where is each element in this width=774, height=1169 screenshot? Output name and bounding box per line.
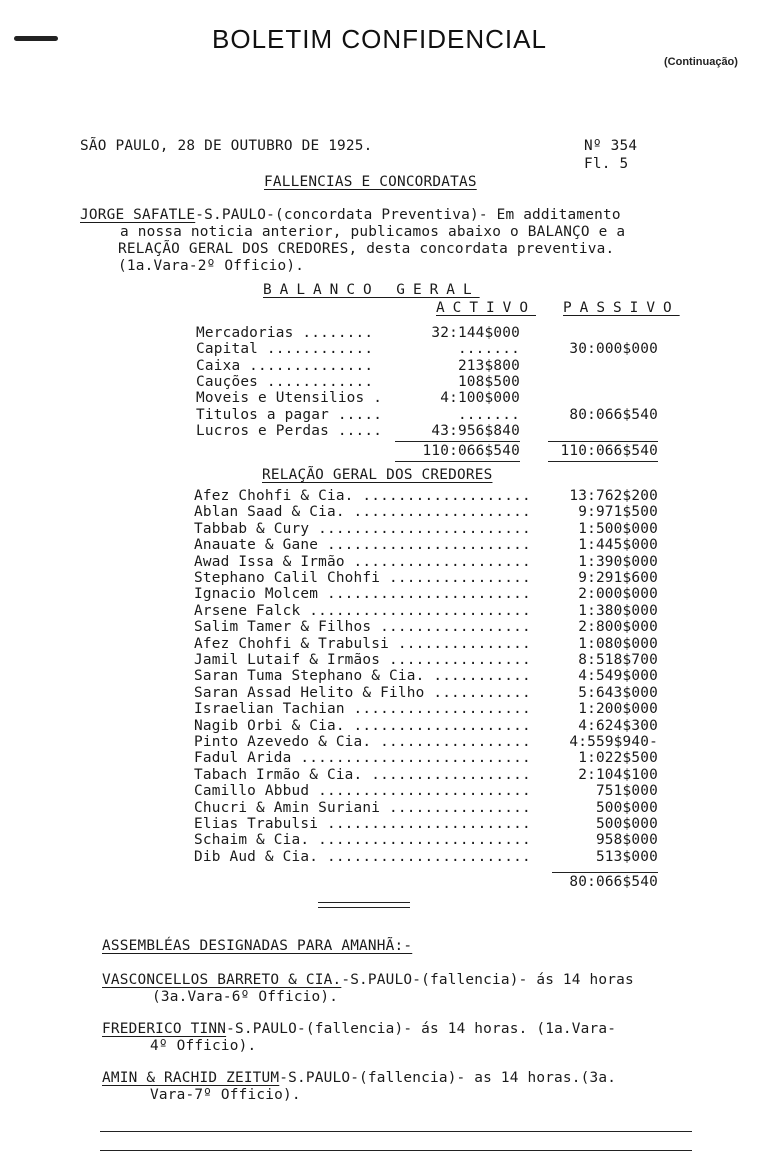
creditor-row (194, 603, 664, 620)
balance-row-passivo: 30:000$000 (569, 341, 658, 358)
balance-row-activo: 108$500 (457, 373, 520, 390)
passivo-total-rule (548, 461, 658, 462)
creditor-row (194, 750, 664, 767)
activo-header: ACTIVO (436, 300, 536, 316)
creditor-name: Elias Trabulsi ....................... (194, 816, 531, 832)
creditor-name: Arsene Falck ......................... (194, 602, 531, 619)
creditor-amount: 958$000 (595, 832, 658, 849)
creditor-amount: 1:500$000 (578, 520, 658, 537)
creditor-name: Saran Tuma Stephano & Cia. ........... (194, 668, 531, 685)
balance-row-activo: 4:100$000 (440, 390, 520, 407)
creditor-row (194, 701, 664, 718)
creditor-name: Israelian Tachian .................... (194, 701, 531, 718)
creditor-name: Jamil Lutaif & Irmãos ................ (194, 652, 531, 668)
creditor-row (194, 652, 664, 669)
creditor-amount: 2:104$100 (578, 766, 658, 783)
assembly-2-subject: FREDERICO TINN (102, 1021, 227, 1037)
section-divider-bottom (318, 907, 410, 908)
notice-subject: JORGE SAFATLE (80, 207, 196, 223)
assembly-3-text: -S.PAULO-(fallencia)- as 14 horas.(3a. (279, 1070, 617, 1086)
total-activo: 110:066$540 (422, 443, 520, 459)
creditor-name: Schaim & Cia. ........................ (194, 832, 531, 849)
creditor-amount: 1:390$000 (578, 553, 658, 570)
creditor-row (194, 849, 664, 866)
creditors-title: RELAÇÃO GERAL DOS CREDORES (262, 467, 493, 483)
creditor-name: Saran Assad Helito & Filho ........... (194, 684, 531, 701)
balance-row (196, 341, 666, 358)
creditor-row (194, 685, 664, 702)
creditor-row (194, 734, 664, 751)
creditor-row (194, 668, 664, 685)
assembly-3-line-2: Vara-7º Officio). (150, 1087, 301, 1103)
creditor-row (194, 783, 664, 800)
balance-row-activo: 32:144$000 (431, 325, 520, 341)
creditor-amount: 2:800$000 (578, 619, 658, 636)
creditor-row (194, 537, 664, 554)
assembly-1-subject: VASCONCELLOS BARRETO & CIA. (102, 972, 342, 988)
creditor-amount: 9:971$500 (578, 504, 658, 521)
creditors-total: 80:066$540 (569, 874, 658, 890)
creditor-amount: 751$000 (595, 783, 658, 800)
section-divider-top (318, 902, 410, 903)
assembly-3-subject: AMIN & RACHID ZEITUM (102, 1070, 280, 1086)
assembly-3-line-1 (102, 1070, 616, 1086)
creditor-row (194, 800, 664, 817)
creditor-name: Dib Aud & Cia. ....................... (194, 848, 531, 865)
balance-row-label: Titulos a pagar ..... (196, 406, 383, 423)
notice-line-4: (1a.Vara-2º Officio). (118, 258, 305, 274)
notice-line-1-text: -S.PAULO-(concordata Preventiva)- Em additamento (195, 207, 621, 223)
assembly-1-text: -S.PAULO-(fallencia)- ás 14 horas (341, 972, 634, 988)
assembly-2-line-2: 4º Officio). (150, 1038, 257, 1054)
assembly-1-line-2: (3a.Vara-6º Officio). (152, 989, 339, 1005)
passivo-sum-rule (548, 441, 658, 442)
balance-row-activo: 43:956$840 (431, 422, 520, 439)
creditor-name: Anauate & Gane ....................... (194, 537, 531, 554)
balance-title: BALANCO GERAL (263, 282, 480, 298)
creditor-name: Ablan Saad & Cia. .................... (194, 504, 531, 521)
creditor-name: Afez Chohfi & Trabulsi ............... (194, 635, 531, 652)
creditor-name: Awad Issa & Irmão .................... (194, 553, 531, 570)
creditor-amount: 1:445$000 (578, 537, 658, 554)
creditor-amount: 5:643$000 (578, 684, 658, 701)
assembly-1-line-1 (102, 972, 634, 988)
letterhead-mark (14, 36, 58, 41)
activo-total-rule (395, 461, 520, 462)
creditor-row (194, 504, 664, 521)
document-title: BOLETIM CONFIDENCIAL (212, 24, 547, 54)
creditor-row (194, 521, 664, 538)
balance-row (196, 407, 666, 424)
creditor-name: Nagib Orbi & Cia. .................... (194, 717, 531, 734)
section-title: FALLENCIAS E CONCORDATAS (264, 174, 477, 190)
passivo-header: PASSIVO (563, 300, 680, 316)
creditor-row (194, 554, 664, 571)
creditor-row (194, 767, 664, 784)
creditors-sum-rule (552, 872, 658, 873)
balance-row (196, 325, 666, 342)
creditor-amount: 1:380$000 (578, 602, 658, 619)
balance-row-label: Moveis e Utensilios . (196, 390, 383, 407)
creditor-row (194, 619, 664, 636)
creditor-name: Salim Tamer & Filhos ................. (194, 619, 531, 636)
continuation-label: (Continuação) (664, 56, 738, 68)
creditor-amount: 500$000 (595, 799, 658, 816)
creditor-row (194, 832, 664, 849)
balance-row-label: Caixa .............. (196, 357, 374, 374)
creditor-amount: 1:022$500 (578, 750, 658, 767)
creditor-row (194, 636, 664, 653)
balance-row-activo: 213$800 (457, 357, 520, 374)
creditor-name: Tabach Irmão & Cia. .................. (194, 766, 531, 783)
creditor-name: Afez Chohfi & Cia. ................... (194, 488, 531, 504)
balance-row-activo: ....... (457, 341, 520, 358)
balance-row-label: Lucros e Perdas ..... (196, 422, 383, 439)
creditor-name: Tabbab & Cury ........................ (194, 520, 531, 537)
creditor-amount: 500$000 (595, 816, 658, 832)
notice-line-1 (80, 207, 621, 223)
assembly-2-line-1 (102, 1021, 616, 1037)
activo-sum-rule (395, 441, 520, 442)
creditor-amount: 4:549$000 (578, 668, 658, 685)
balance-row (196, 358, 666, 375)
assemblies-title: ASSEMBLÉAS DESIGNADAS PARA AMANHÃ:- (102, 938, 413, 954)
footer-rule-2 (100, 1150, 692, 1151)
creditor-amount: 4:624$300 (578, 717, 658, 734)
notice-line-2: a nossa noticia anterior, publicamos abaixo o BALANÇO e a (120, 224, 626, 240)
balance-row (196, 423, 666, 440)
balance-row (196, 374, 666, 391)
balance-row (196, 390, 666, 407)
balance-row-label: Mercadorias ........ (196, 325, 374, 341)
creditor-name: Pinto Azevedo & Cia. ................. (194, 734, 531, 750)
creditor-amount: 4:559$940- (569, 734, 658, 750)
creditor-name: Chucri & Amin Suriani ................ (194, 799, 531, 816)
sheet-number: Fl. 5 (584, 156, 629, 172)
creditor-row (194, 488, 664, 505)
total-passivo: 110:066$540 (560, 443, 658, 459)
place-date: SÃO PAULO, 28 DE OUTUBRO DE 1925. (80, 138, 373, 154)
creditor-amount: 2:000$000 (578, 586, 658, 603)
creditor-amount: 1:080$000 (578, 635, 658, 652)
assembly-2-text: -S.PAULO-(fallencia)- ás 14 horas. (1a.Vara- (226, 1021, 617, 1037)
creditor-row (194, 718, 664, 735)
bulletin-number: Nº 354 (584, 138, 638, 154)
creditor-amount: 513$000 (595, 848, 658, 865)
creditor-row (194, 586, 664, 603)
creditor-name: Fadul Arida .......................... (194, 750, 531, 767)
balance-row-label: Cauções ............ (196, 373, 374, 390)
creditor-row (194, 570, 664, 587)
creditor-amount: 9:291$600 (578, 570, 658, 586)
creditor-name: Camillo Abbud ........................ (194, 783, 531, 800)
creditor-amount: 1:200$000 (578, 701, 658, 718)
creditor-name: Ignacio Molcem ....................... (194, 586, 531, 603)
creditor-row (194, 816, 664, 833)
notice-line-3: RELAÇÃO GERAL DOS CREDORES, desta concordata preventiva. (118, 241, 615, 257)
creditor-amount: 8:518$700 (578, 652, 658, 668)
creditor-name: Stephano Calil Chohfi ................ (194, 570, 531, 586)
balance-row-activo: ....... (457, 406, 520, 423)
footer-rule-1 (100, 1131, 692, 1132)
balance-row-passivo: 80:066$540 (569, 406, 658, 423)
creditor-amount: 13:762$200 (569, 488, 658, 504)
balance-row-label: Capital ............ (196, 341, 374, 358)
